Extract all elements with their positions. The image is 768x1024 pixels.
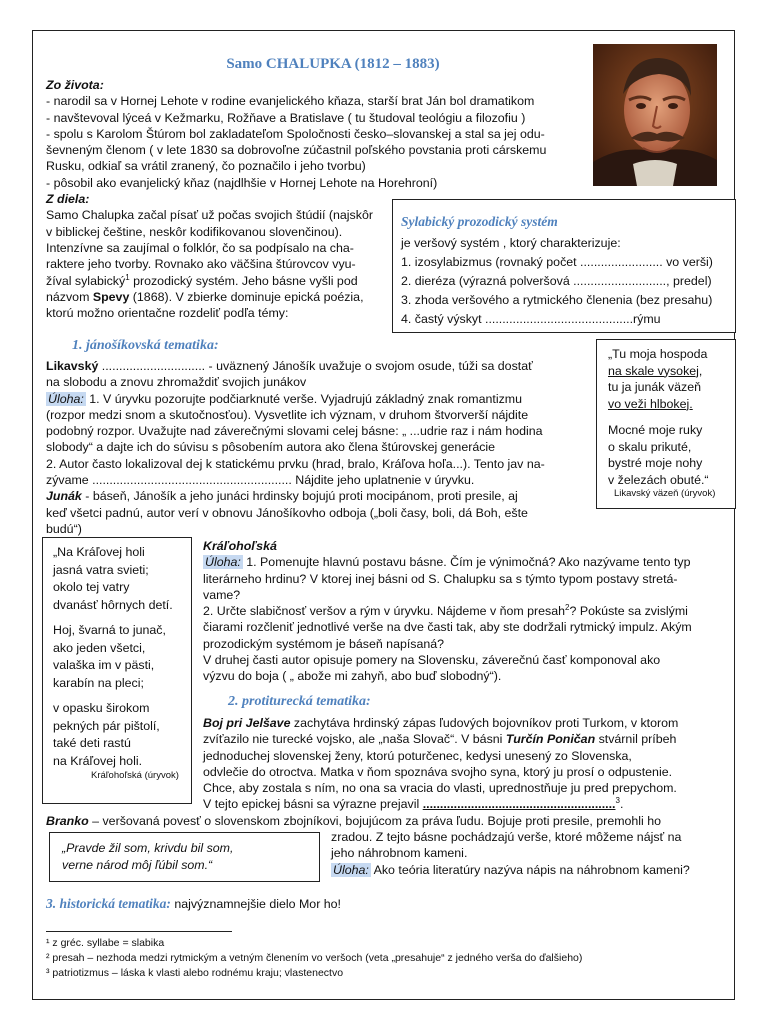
quote-line: na Kráľovej holi. <box>53 753 143 768</box>
branko-line <box>46 813 661 829</box>
quote-line: karabín na pleci; <box>53 675 144 690</box>
section-2-text-part: . <box>619 797 624 812</box>
branko-line: zradou. Z tejto básne pochádzajú verše, ktoré môžeme nájsť na <box>331 830 682 844</box>
kralohola-quote-box <box>42 537 192 804</box>
footnote: ¹ z gréc. syllabe = slabika <box>46 937 165 949</box>
syllabic-box-item: 3. zhoda veršového a rytmického členenia (bez presahu) <box>401 293 713 307</box>
works-text: žíval sylabický <box>46 273 126 288</box>
likavsky-line: na slobodu a znovu zhromaždiť svojich junákov <box>46 375 307 390</box>
task-text: 2. Určte slabičnosť veršov a rým v úryvku. Nájdeme v ňom presah <box>203 604 566 619</box>
task-line: zývame .......................................................... Nájdite jeho uplatnenie v úryvku. <box>46 473 475 488</box>
quote-line: v opasku širokom <box>53 701 150 715</box>
quote-line: okolo tej vatry <box>53 580 130 594</box>
junak-text: - báseň, Jánošík a jeho junáci hrdinsky bojujú proti mocipánom, proti presile, aj <box>81 489 518 504</box>
footnote: ² presah – nezhoda medzi rytmickým a vetným členením vo veršoch (veta „presahuje“ z jedného verša do ďalšieho) <box>46 952 583 964</box>
task-line <box>46 391 545 407</box>
biography-line: - narodil sa v Hornej Lehote v rodine evanjelického kňaza, starší brat Ján bol dramatikom <box>46 94 535 109</box>
section-2-text-part: V tejto epickej básni sa výrazne prejavil <box>203 797 423 812</box>
junak-title: Junák <box>46 489 82 504</box>
jelsava-text: zachytáva hrdinský zápas ľudových bojovníkov proti Turkom, v ktorom <box>290 716 679 730</box>
branko-quote-box <box>49 832 320 882</box>
section-2-line <box>203 796 678 812</box>
task-text: 1. Pomenujte hlavnú postavu básne. Čím je výnimočná? Ako nazývame tento typ <box>242 555 691 570</box>
task-text: ? Pokúste sa zvislými <box>569 604 688 619</box>
footnote-ref: 3 <box>615 796 620 806</box>
works-line: Samo Chalupka začal písať už počas svojich štúdií (najskôr <box>46 208 373 223</box>
task-line: výzvu do boja ( „ abože mi zahyň, abo buď slobodný“). <box>203 669 502 684</box>
works-line: Intenzívne sa zaujímal o folklór, čo sa podpísalo na cha- <box>46 240 354 255</box>
quote-line-underlined: na skale vysokej, <box>608 363 703 378</box>
section-2-text <box>203 715 678 813</box>
branko-title: Branko <box>46 814 89 828</box>
biography-line: - spolu s Karolom Štúrom bol zakladateľom Spoločnosti česko–slovanskej a stal sa jej odu- <box>46 126 545 141</box>
footnotes <box>46 936 582 981</box>
section-1-heading: 1. jánošíkovská tematika: <box>72 338 219 353</box>
quote-line: „Tu moja hospoda <box>608 347 708 361</box>
biography-line: Rusku, odkiaľ sa vrátil zranený, čo poznačilo i jeho tvorbu) <box>46 159 366 174</box>
section-2-line <box>203 731 678 747</box>
quote-line: Mocné moje ruky <box>608 423 703 437</box>
branko-continuation <box>331 829 690 878</box>
jelsava-title: Boj pri Jelšave <box>203 716 291 730</box>
branko-text: – veršovaná povesť o slovenskom zbojníkovi, bojujúcom za práva ľudu. Bojuje proti presile, premohli ho <box>88 814 662 828</box>
syllabic-box-item: 2. dieréza (výrazná polveršová ..........................., predel) <box>401 274 712 288</box>
biography-line: ševneným členom ( v lete 1830 sa dobrovoľne zúčastnil poľského povstania proti cárskemu <box>46 143 547 158</box>
spevy-title: Spevy <box>92 289 130 304</box>
quote-line: „Na Kráľovej holi <box>53 545 145 559</box>
quote-line: bystré moje nohy <box>608 456 703 470</box>
likavsky-quote-box <box>596 339 736 509</box>
junak-line: keď všetci padnú, autor verí v obnovu Jánošíkovho odboja („boli časy, boli, dá Boh, ešte <box>46 505 528 520</box>
section-3-text: najvýznamnejšie dielo Mor ho! <box>170 897 341 911</box>
task-label: Úloha: <box>205 555 241 570</box>
footnote-ref: 2 <box>565 603 570 613</box>
syllabic-system-box <box>392 199 736 333</box>
kralohola-section <box>203 538 692 685</box>
task-line: (rozpor medzi snom a skutočnosťou). Vysvetlite ich význam, v druhom štvorverší nájdite <box>46 407 529 422</box>
quote-line: také deti rastú <box>53 736 131 750</box>
task-line: V druhej časti autor opisuje pomery na Slovensku, záverečnú časť komponoval ako <box>203 653 661 668</box>
section-2-line: odvlečie do otroctva. Matka v ňom spoznáva svojho syna, ktorý ju prosí o odpustenie. <box>203 764 673 779</box>
task-line <box>203 603 692 619</box>
quote-line: verne národ môj ľúbil som.“ <box>62 858 213 872</box>
task-line: vame? <box>203 587 241 602</box>
footnote-ref: 1 <box>125 272 130 282</box>
section-2-heading: 2. protiturecká tematika: <box>228 694 371 709</box>
works-heading: Z diela: <box>46 192 90 207</box>
quote-source: Likavský väzeň (úryvok) <box>614 488 716 499</box>
likavsky-line <box>46 358 545 374</box>
biography-heading: Zo života: <box>46 78 104 92</box>
junak-line <box>46 488 545 504</box>
quote-line: jasná vatra svieti; <box>53 562 149 577</box>
task-line: podobný rozpor. Uvažujte nad záverečnými slovami celej básne: „ ...udrie raz i nám hodina <box>46 424 543 439</box>
task-label: Úloha: <box>48 391 84 406</box>
quote-line: tu ja junák väzeň <box>608 380 701 394</box>
task-label: Úloha: <box>333 862 369 877</box>
jelsava-line <box>203 715 678 731</box>
task-line: literárneho hrdinu? V ktorej inej básni od S. Chalupku sa s týmto typom postavy stretá- <box>203 571 678 586</box>
quote-line-underlined: vo veži hlbokej. <box>608 396 693 411</box>
section-2-text-part: zvíťazilo nie turecké vojsko, ale „naša Slovač“. V básni <box>203 732 506 747</box>
works-line: v biblickej češtine, neskôr kodifikovanou slovenčinou). <box>46 224 343 239</box>
junak-line: budú“) <box>46 521 82 536</box>
quote-line: ako jeden všetci, <box>53 640 146 655</box>
works-text: názvom <box>46 289 93 304</box>
portrait-image <box>593 44 717 186</box>
quote-source: Kráľohoľská (úryvok) <box>91 770 179 781</box>
biography-line: - navštevoval lýceá v Kežmarku, Rožňave a Bratislave ( tu študoval teológiu a filozofiu ) <box>46 110 526 125</box>
task-text: 1. V úryvku pozorujte podčiarknuté verše. Vyjadrujú základný znak romantizmu <box>85 391 523 406</box>
footnote-divider <box>46 931 232 932</box>
section-1-text <box>46 358 545 537</box>
quote-line: v železách obuté.“ <box>608 472 709 487</box>
page-title: Samo CHALUPKA (1812 – 1883) <box>226 56 440 72</box>
fill-in-blank[interactable]: ........................................................ <box>422 797 616 812</box>
works-text: (1868). V zbierke dominuje epická poézia, <box>129 289 364 304</box>
section-2-text-part: stvárnil príbeh <box>595 732 677 747</box>
footnote: ³ patriotizmus – láska k vlasti alebo rodnému kraju; vlastenectvo <box>46 967 344 979</box>
syllabic-box-item: 4. častý výskyt ...........................................rýmu <box>401 312 661 326</box>
quote-line: o skalu prikuté, <box>608 439 692 454</box>
task-line: prozodickým systémom je báseň napísaná? <box>203 636 445 651</box>
works-line: ktorú možno orientačne rozdeliť podľa témy: <box>46 306 289 321</box>
task-line: slobody“ a dajte ich do súvisu s pôsobením autora ako člena štúrovskej generácie <box>46 440 496 455</box>
likavsky-title: Likavský <box>46 359 99 373</box>
task-text: Ako teória literatúry nazýva nápis na náhrobnom kameni? <box>370 862 690 877</box>
task-line: 2. Autor často lokalizoval dej k statickému prvku (hrad, bralo, Kráľova hoľa...). Tento jav na- <box>46 456 545 471</box>
quote-line: pekných pár pištolí, <box>53 718 160 733</box>
section-2-line: jednoduchej slovenskej ženy, ktorú poturčenec, kedysi unesený zo Slovenska, <box>203 748 632 763</box>
likavsky-text: .............................. - uväznený Jánošík uvažuje o svojom osude, túži sa dostať <box>98 359 533 373</box>
task-line <box>203 554 692 570</box>
syllabic-box-title: Sylabický prozodický systém <box>401 214 558 229</box>
branko-line: jeho náhrobnom kameni. <box>331 846 468 861</box>
biography-line: - pôsobil ako evanjelický kňaz (najdlhšie v Hornej Lehote na Horehroní) <box>46 175 438 190</box>
section-2-line: Chce, aby zostala s ním, no ona sa vracia do vlasti, uprednostňuje ju pred prepychom. <box>203 781 677 796</box>
quote-line: „Pravde žil som, krivdu bil som, <box>62 841 234 855</box>
works-text: prozodický systém. Jeho básne vyšli pod <box>129 273 358 288</box>
task-line <box>331 862 690 878</box>
works-line: raktere jeho tvorby. Rovnako ako väčšina štúrovcov vyu- <box>46 257 356 272</box>
author-portrait <box>593 44 717 186</box>
syllabic-box-intro: je veršový systém , ktorý charakterizuje: <box>401 236 621 250</box>
quote-line: valaška im v pästi, <box>53 658 155 672</box>
section-3 <box>46 895 341 913</box>
section-3-heading: 3. historická tematika: <box>46 896 171 911</box>
syllabic-box-item: 1. izosylabizmus (rovnaký počet ........................ vo verši) <box>401 255 713 269</box>
kralohola-title: Kráľohoľská <box>203 539 277 553</box>
quote-line: Hoj, švarná to junač, <box>53 623 166 637</box>
quote-line: dvanásť hôrnych detí. <box>53 597 173 612</box>
task-line: čiarami rozčleniť jednotlivé verše na dve časti tak, aby ste dodržali rytmický impulz. Akým <box>203 620 692 635</box>
turcin-title: Turčín Poničan <box>505 732 596 747</box>
